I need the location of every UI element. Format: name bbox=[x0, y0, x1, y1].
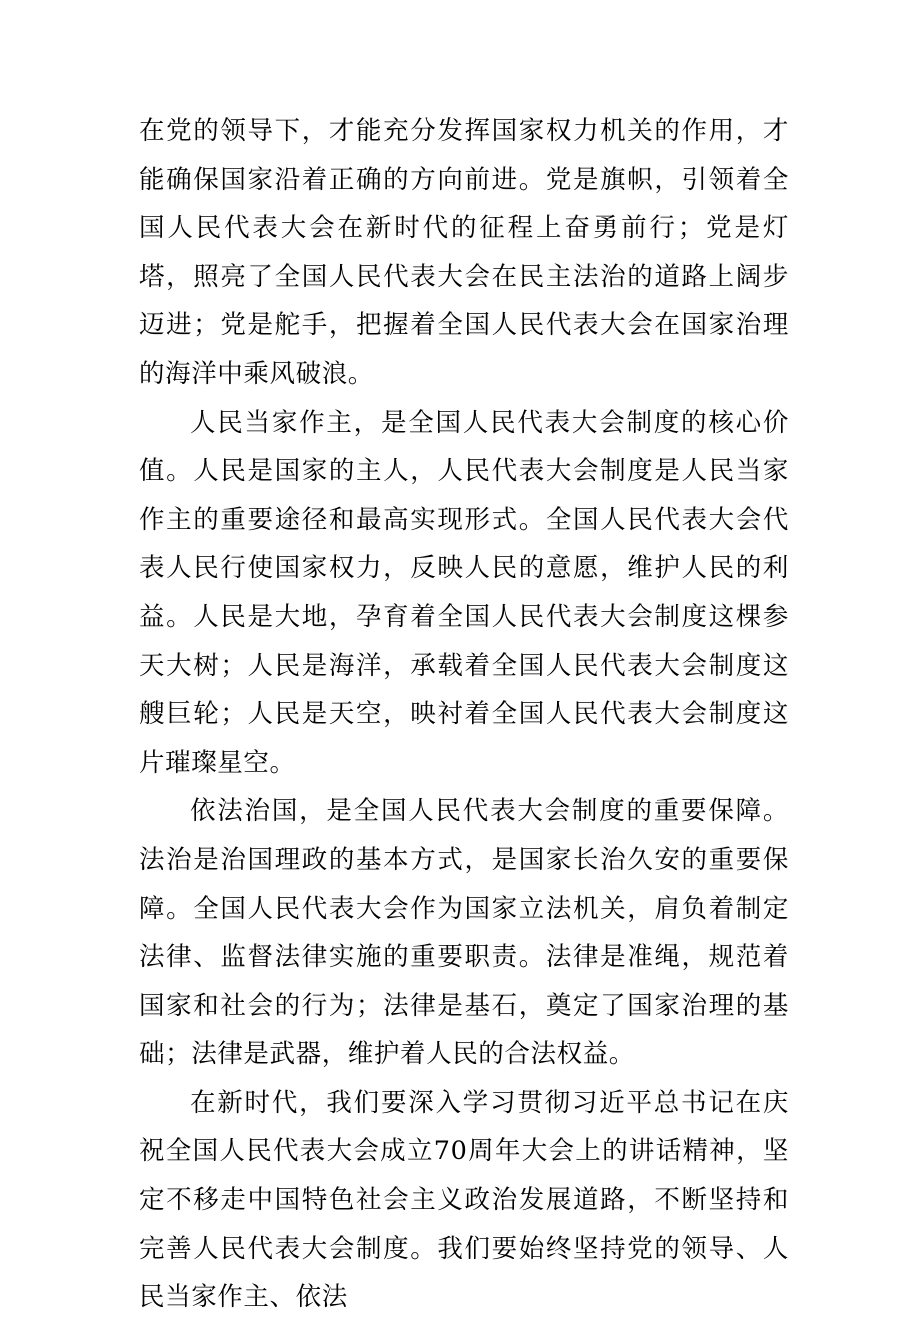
paragraph-people-masters: 人民当家作主，是全国人民代表大会制度的核心价值。人民是国家的主人，人民代表大会制度是人民当家作主的重要途径和最高实现形式。全国人民代表大会代表人民行使国家权力，反映人民的意愿，维护人民的利益。人民是大地，孕育着全国人民代表大会制度这棵参天大树；人民是海洋，承载着全国人民代表大会制度这艘巨轮；人民是天空，映衬着全国人民代表大会制度这片璀璨星空。 bbox=[139, 407, 789, 778]
paragraph-rule-of-law: 依法治国，是全国人民代表大会制度的重要保障。法治是治国理政的基本方式，是国家长治久安的重要保障。全国人民代表大会作为国家立法机关，肩负着制定法律、监督法律实施的重要职责。法律是准绳，规范着国家和社会的行为；法律是基石，奠定了国家治理的基础；法律是武器，维护着人民的合法权益。 bbox=[139, 796, 789, 1070]
paragraph-party-leadership: 在党的领导下，才能充分发挥国家权力机关的作用，才能确保国家沿着正确的方向前进。党是旗帜，引领着全国人民代表大会在新时代的征程上奋勇前行；党是灯塔，照亮了全国人民代表大会在民主法治的道路上阔步迈进；党是舵手，把握着全国人民代表大会在国家治理的海洋中乘风破浪。 bbox=[139, 116, 789, 389]
paragraph-new-era: 在新时代，我们要深入学习贯彻习近平总书记在庆祝全国人民代表大会成立70周年大会上的讲话精神，坚定不移走中国特色社会主义政治发展道路，不断坚持和完善人民代表大会制度。我们要始终坚持党的领导、人民当家作主、依法 bbox=[139, 1087, 789, 1313]
document-body bbox=[139, 107, 789, 1322]
